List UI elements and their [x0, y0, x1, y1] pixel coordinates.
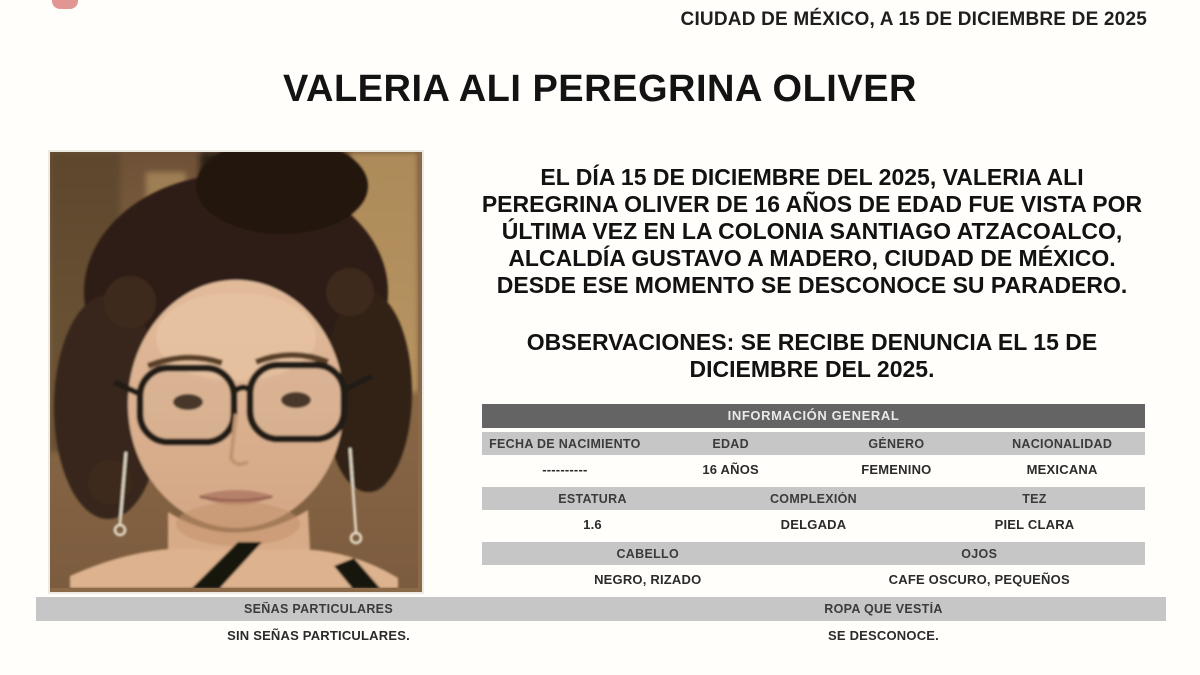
- header-edad: EDAD: [712, 436, 749, 451]
- header-senas-particulares: SEÑAS PARTICULARES: [244, 602, 393, 616]
- observations-line: DICIEMBRE DEL 2025.: [689, 356, 935, 382]
- observations-paragraph: [462, 329, 1162, 383]
- header-complexion: COMPLEXIÓN: [769, 491, 858, 506]
- table-header-row: [36, 597, 1166, 621]
- bottom-details-table: [36, 597, 1166, 649]
- person-name-title: VALERIA ALI PEREGRINA OLIVER: [282, 68, 917, 110]
- header-ropa-que-vestia: ROPA QUE VESTÍA: [824, 602, 943, 616]
- table-value-row: [482, 565, 1145, 593]
- value-estatura: 1.6: [583, 516, 602, 532]
- description-line: EL DÍA 15 DE DICIEMBRE DEL 2025, VALERIA ALI: [540, 164, 1084, 190]
- table-value-row: [482, 510, 1145, 538]
- header-cabello: CABELLO: [616, 546, 679, 561]
- description-line: ALCALDÍA GUSTAVO A MADERO, CIUDAD DE MÉXICO.: [508, 245, 1116, 271]
- table-title-bar: INFORMACIÓN GENERAL: [482, 404, 1145, 428]
- general-information-table: [482, 404, 1145, 593]
- description-block: [462, 164, 1162, 383]
- header-fecha-nacimiento: FECHA DE NACIMIENTO: [489, 436, 641, 451]
- header-estatura: ESTATURA: [558, 491, 627, 506]
- table-header-row: [482, 487, 1145, 510]
- description-paragraph: [462, 164, 1162, 299]
- observations-line: OBSERVACIONES: SE RECIBE DENUNCIA EL 15 DE: [526, 329, 1098, 355]
- red-logo-fragment: [52, 0, 78, 9]
- value-tez: PIEL CLARA: [994, 516, 1075, 532]
- header-genero: GÉNERO: [868, 436, 925, 451]
- table-value-row: [36, 621, 1166, 649]
- value-complexion: DELGADA: [780, 516, 847, 532]
- description-line: ÚLTIMA VEZ EN LA COLONIA SANTIAGO ATZACOALCO,: [501, 218, 1123, 244]
- table-header-row: [482, 432, 1145, 455]
- value-edad: 16 AÑOS: [702, 461, 759, 477]
- header-nacionalidad: NACIONALIDAD: [1012, 436, 1113, 451]
- value-senas-particulares: SIN SEÑAS PARTICULARES.: [227, 627, 410, 643]
- value-fecha-nacimiento: ----------: [542, 461, 588, 477]
- value-ojos: CAFE OSCURO, PEQUEÑOS: [888, 571, 1070, 587]
- description-line: DESDE ESE MOMENTO SE DESCONOCE SU PARADERO.: [496, 272, 1128, 298]
- header-tez: TEZ: [1022, 491, 1047, 506]
- description-line: PEREGRINA OLIVER DE 16 AÑOS DE EDAD FUE VISTA POR: [481, 191, 1143, 217]
- date-line: CIUDAD DE MÉXICO, A 15 DE DICIEMBRE DE 2025: [680, 9, 1147, 30]
- value-nacionalidad: MEXICANA: [1026, 461, 1098, 477]
- header-ojos: OJOS: [961, 546, 998, 561]
- value-cabello: NEGRO, RIZADO: [594, 571, 702, 587]
- photo-illustration: [50, 152, 418, 588]
- table-value-row: [482, 455, 1145, 483]
- value-genero: FEMENINO: [861, 461, 932, 477]
- table-header-row: [482, 542, 1145, 565]
- value-ropa-que-vestia: SE DESCONOCE.: [828, 627, 939, 643]
- missing-person-photo: [48, 150, 424, 594]
